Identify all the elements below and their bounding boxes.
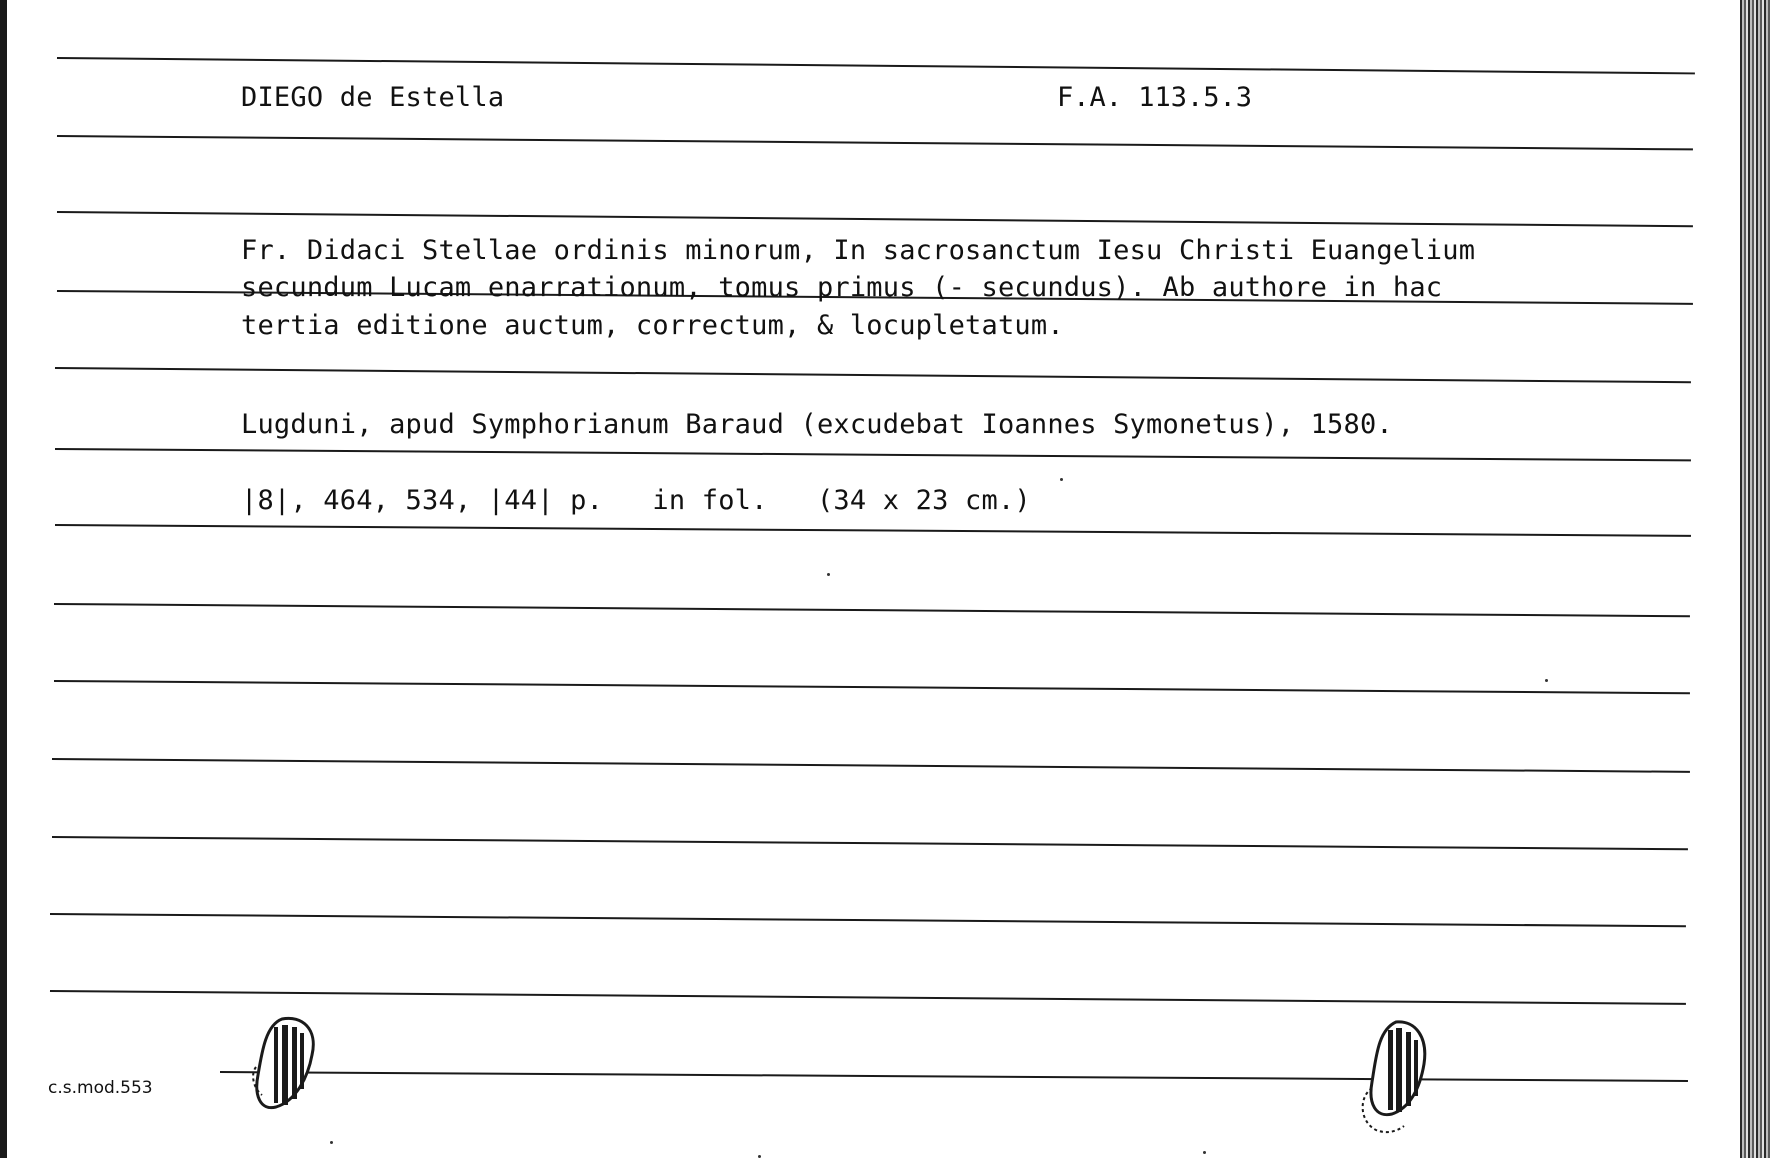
card-left-edge bbox=[0, 0, 7, 1158]
rule-line bbox=[54, 603, 1690, 617]
heading-author: DIEGO de Estella bbox=[241, 82, 505, 113]
rule-line bbox=[50, 913, 1686, 927]
punch-hole-icon bbox=[1356, 1018, 1436, 1138]
title-line: Fr. Didaci Stellae ordinis minorum, In sacrosanctum Iesu Christi Euangelium bbox=[241, 235, 1476, 266]
rule-line bbox=[55, 448, 1691, 461]
rule-line bbox=[55, 367, 1691, 383]
rule-line bbox=[52, 836, 1688, 850]
rule-line bbox=[57, 57, 1695, 74]
scan-speck bbox=[1203, 1151, 1206, 1154]
scan-speck bbox=[827, 573, 830, 576]
form-code: c.s.mod.553 bbox=[48, 1078, 153, 1098]
scan-speck bbox=[1060, 478, 1063, 481]
shelfmark: F.A. 113.5.3 bbox=[1057, 82, 1253, 113]
rule-line bbox=[57, 211, 1693, 227]
punch-hole-icon bbox=[252, 1015, 322, 1111]
scan-speck bbox=[330, 1141, 333, 1144]
imprint: Lugduni, apud Symphorianum Baraud (excudebat Ioannes Symonetus), 1580. bbox=[241, 409, 1393, 440]
collation: |8|, 464, 534, |44| p. in fol. (34 x 23 cm.) bbox=[241, 485, 1031, 516]
rule-line bbox=[50, 990, 1686, 1005]
card-right-edge bbox=[1740, 0, 1770, 1158]
rule-line bbox=[54, 680, 1690, 694]
scan-speck bbox=[1545, 679, 1548, 682]
rule-line bbox=[52, 758, 1690, 773]
title-line: secundum Lucam enarrationum, tomus primus (- secundus). Ab authore in hac bbox=[241, 272, 1443, 303]
title-line: tertia editione auctum, correctum, & locupletatum. bbox=[241, 310, 1064, 341]
rule-line bbox=[55, 524, 1691, 537]
rule-line bbox=[220, 1071, 1688, 1082]
rule-line bbox=[57, 135, 1693, 150]
